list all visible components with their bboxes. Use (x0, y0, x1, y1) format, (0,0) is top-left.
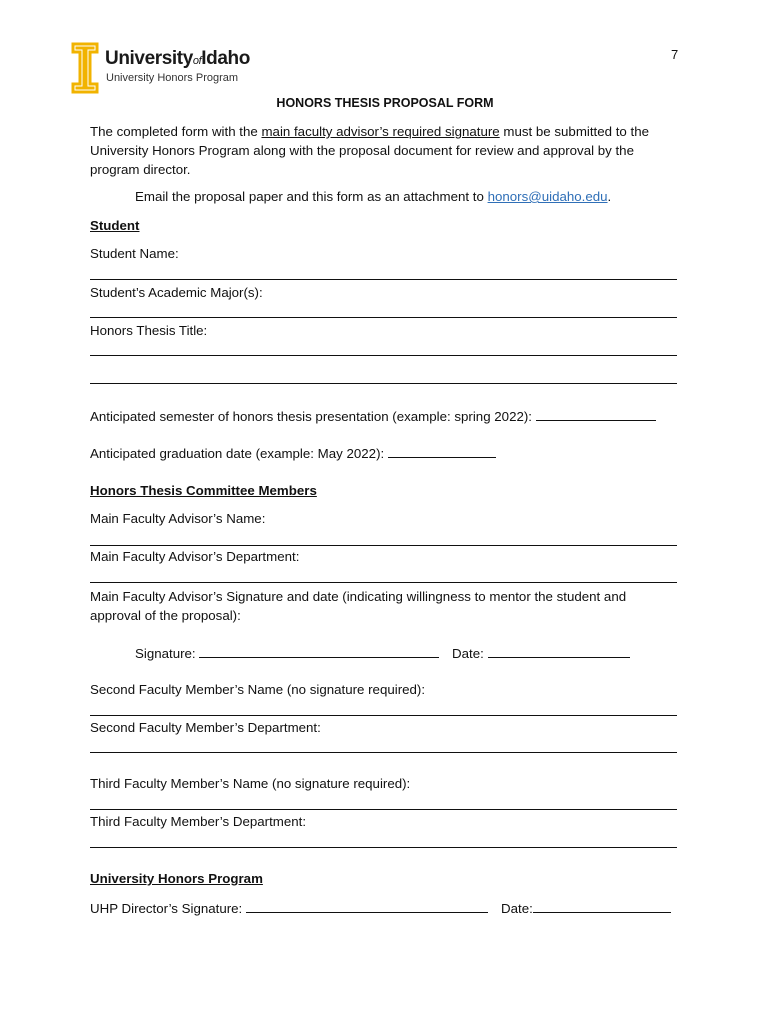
logo-program-name: University Honors Program (106, 72, 239, 84)
advisor-name-label: Main Faculty Advisor’s Name: (90, 511, 266, 526)
director-signature-label: UHP Director’s Signature: (90, 901, 243, 916)
advisor-date-row (452, 644, 630, 661)
thesis-title-field-line-2[interactable] (90, 383, 677, 384)
second-member-department-label: Second Faculty Member’s Department: (90, 720, 321, 735)
advisor-signature-row (135, 644, 439, 661)
director-signature-row (90, 899, 488, 916)
third-member-name-field[interactable] (90, 809, 677, 810)
committee-heading: Honors Thesis Committee Members (90, 483, 317, 498)
graduation-row (90, 444, 496, 461)
advisor-name-field[interactable] (90, 545, 677, 546)
second-member-department-field[interactable] (90, 752, 677, 753)
director-date-field[interactable] (533, 899, 671, 913)
third-member-name-label: Third Faculty Member’s Name (no signature required): (90, 776, 411, 791)
advisor-date-field[interactable] (488, 644, 630, 658)
thesis-title-label: Honors Thesis Title: (90, 323, 208, 338)
graduation-field[interactable] (388, 444, 496, 458)
email-instruction: Email the proposal paper and this form as an attachment to honors@uidaho.edu. (135, 189, 612, 204)
advisor-signature-instruction: Main Faculty Advisor’s Signature and date (indicating willingness to mentor the student and approval of the proposal): (90, 589, 627, 623)
date-label: Date: (452, 646, 484, 661)
academic-major-field[interactable] (90, 317, 677, 318)
director-signature-field[interactable] (246, 899, 488, 913)
third-member-department-field[interactable] (90, 847, 677, 848)
page-number: 7 (671, 47, 679, 62)
semester-field[interactable] (536, 407, 656, 421)
third-member-department-label: Third Faculty Member’s Department: (90, 814, 307, 829)
required-signature-note: main faculty advisor’s required signature (261, 124, 500, 139)
signature-label: Signature: (135, 646, 196, 661)
logo-wordmark: UniversityofIdaho (105, 48, 250, 69)
idaho-i-icon (71, 42, 99, 94)
academic-major-label: Student’s Academic Major(s): (90, 285, 263, 300)
university-logo (71, 42, 251, 94)
form-title: HONORS THESIS PROPOSAL FORM (276, 96, 494, 110)
advisor-department-label: Main Faculty Advisor’s Department: (90, 549, 300, 564)
director-date-row (501, 899, 671, 916)
program-heading: University Honors Program (90, 871, 263, 886)
thesis-title-field-line-1[interactable] (90, 355, 677, 356)
semester-row (90, 407, 656, 424)
director-date-label: Date: (501, 901, 533, 916)
graduation-label: Anticipated graduation date (example: May 2022): (90, 446, 385, 461)
advisor-signature-field[interactable] (199, 644, 439, 658)
student-heading: Student (90, 218, 140, 233)
semester-label: Anticipated semester of honors thesis presentation (example: spring 2022): (90, 409, 532, 424)
intro-paragraph: The completed form with the main faculty advisor’s required signature must be submitted to the University Honors Program along with the proposal document for review and approval by the program director. (90, 124, 650, 177)
student-name-label: Student Name: (90, 246, 179, 261)
second-member-name-field[interactable] (90, 715, 677, 716)
second-member-name-label: Second Faculty Member’s Name (no signature required): (90, 682, 426, 697)
email-link[interactable]: honors@uidaho.edu (487, 189, 608, 204)
student-name-field[interactable] (90, 279, 677, 280)
advisor-department-field[interactable] (90, 582, 677, 583)
